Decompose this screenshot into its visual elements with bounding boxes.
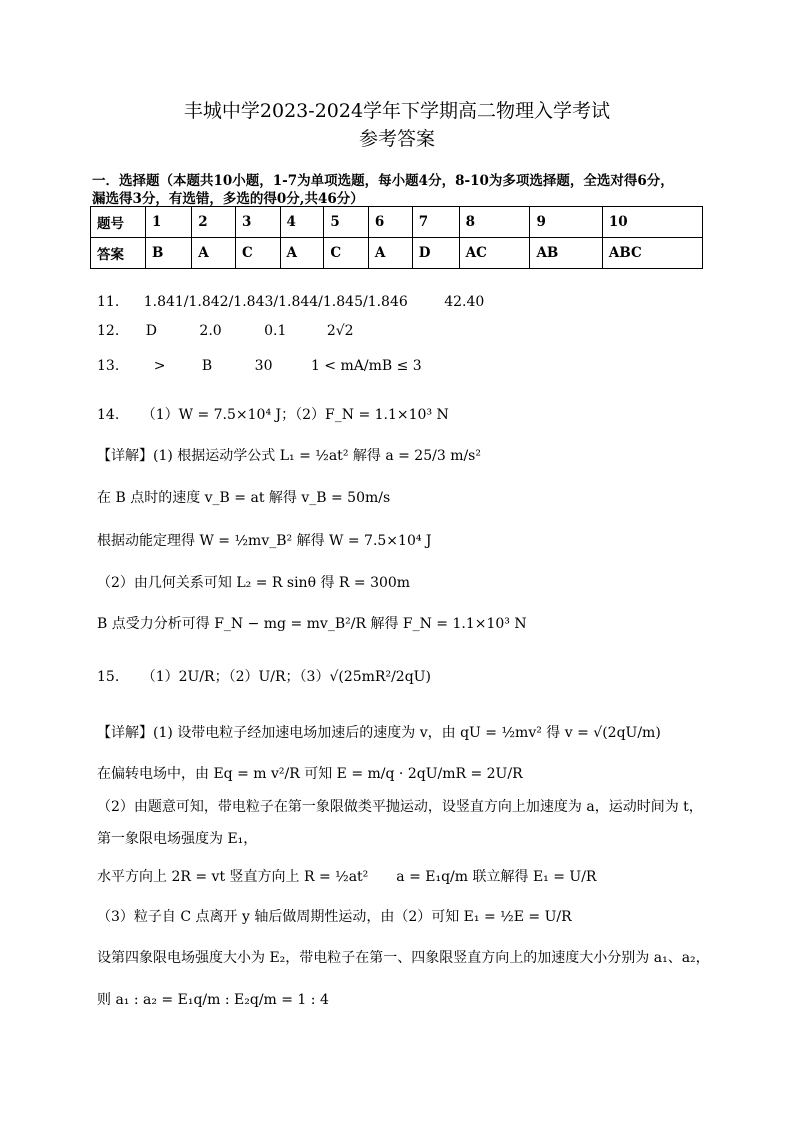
- page-title: 丰城中学2023-2024学年下学期高二物理入学考试: [183, 100, 611, 122]
- q12-answer-2: 2.0: [199, 323, 222, 339]
- q12-answer-4: 2√2: [326, 323, 354, 339]
- table-cell: 1: [146, 207, 192, 238]
- page-subtitle: 参考答案: [358, 128, 435, 150]
- q11-line: [97, 294, 484, 310]
- q15-line: [97, 666, 431, 686]
- q13-answer-3: 30: [254, 358, 273, 374]
- table-header-cell: 题号: [91, 207, 146, 238]
- table-header-cell: 答案: [91, 238, 146, 269]
- q14-detail-3: 根据动能定理得 W = ½mv_B² 解得 W = 7.5×10⁴ J: [97, 533, 432, 549]
- table-cell: 2: [192, 207, 236, 238]
- q14-detail-2: 在 B 点时的速度 v_B = at 解得 v_B = 50m/s: [97, 490, 391, 506]
- q15-answer: （1）2U/R；（2）U/R；（3）√(25mR²/2qU): [141, 669, 431, 685]
- q12-answer-1: D: [145, 323, 157, 339]
- q15-detail-1: 【详解】(1) 设带电粒子经加速电场加速后的速度为 v，由 qU = ½mv² 得 v = √(2qU/m): [97, 725, 661, 741]
- q13-line: [97, 358, 422, 374]
- q15-detail-5: 水平方向上 2R = vt 竖直方向上 R = ½at² a = E₁q/m 联立解得 E₁ = U/R: [97, 869, 597, 885]
- q14-detail-5: B 点受力分析可得 F_N − mg = mv_B²/R 解得 F_N = 1.1×10³ N: [97, 616, 527, 632]
- table-cell: C: [236, 238, 281, 269]
- q12-line: [97, 323, 354, 339]
- q12-answer-3: 0.1: [264, 323, 287, 339]
- table-cell: AC: [459, 238, 530, 269]
- answer-table: [90, 206, 703, 269]
- table-cell: 10: [602, 207, 702, 238]
- q13-number: 13.: [97, 358, 120, 374]
- q14-line: [97, 404, 449, 424]
- table-row-answers: [91, 238, 703, 269]
- table-row-numbers: [91, 207, 703, 238]
- q15-detail-2: 在偏转电场中，由 Eq = m v²/R 可知 E = m/q · 2qU/mR = 2U/R: [97, 766, 523, 782]
- q15-detail-4: 第一象限电场强度为 E₁，: [97, 831, 258, 847]
- table-cell: D: [412, 238, 459, 269]
- table-cell: A: [368, 238, 412, 269]
- q15-detail-6: （3）粒子自 C 点离开 y 轴后做周期性运动，由（2）可知 E₁ = ½E = U/R: [97, 909, 572, 925]
- table-cell: 4: [280, 207, 324, 238]
- q15-detail-3: （2）由题意可知，带电粒子在第一象限做类平抛运动，设竖直方向上加速度为 a，运动时间为 t，: [97, 799, 703, 815]
- table-cell: ABC: [602, 238, 702, 269]
- q14-number: 14.: [97, 407, 120, 423]
- table-cell: 5: [324, 207, 369, 238]
- table-cell: 9: [530, 207, 602, 238]
- table-cell: 7: [412, 207, 459, 238]
- q13-answer-4: 1 < mA/mB ≤ 3: [310, 358, 422, 374]
- q14-answer: （1）W = 7.5×10⁴ J；（2）F_N = 1.1×10³ N: [141, 407, 449, 423]
- section-heading-line1: 一．选择题（本题共10小题，1-7为单项选题，每小题4分，8-10为多项选择题，全选对得6分，: [92, 173, 674, 189]
- table-cell: 8: [459, 207, 530, 238]
- table-cell: A: [280, 238, 324, 269]
- q11-answer-1: 1.841/1.842/1.843/1.844/1.845/1.846: [143, 294, 408, 310]
- q15-detail-7: 设第四象限电场强度大小为 E₂，带电粒子在第一、四象限竖直方向上的加速度大小分别为 a₁、a₂，: [97, 950, 710, 966]
- table-cell: B: [146, 238, 192, 269]
- q11-answer-2: 42.40: [444, 294, 485, 310]
- q15-number: 15.: [97, 669, 120, 685]
- table-cell: 3: [236, 207, 281, 238]
- q14-detail-4: （2）由几何关系可知 L₂ = R sinθ 得 R = 300m: [97, 575, 411, 591]
- q13-answer-2: B: [201, 358, 213, 374]
- section-heading-line2: 漏选得3分，有选错，多选的得0分,共46分）: [92, 191, 364, 207]
- q13-answer-1: >: [153, 358, 166, 374]
- table-cell: 6: [368, 207, 412, 238]
- q14-detail-1: 【详解】(1) 根据运动学公式 L₁ = ½at² 解得 a = 25/3 m/s²: [97, 448, 481, 464]
- q11-number: 11.: [97, 294, 120, 310]
- q12-number: 12.: [97, 323, 120, 339]
- table-cell: AB: [530, 238, 602, 269]
- table-cell: A: [192, 238, 236, 269]
- table-cell: C: [324, 238, 369, 269]
- q15-detail-8: 则 a₁ : a₂ = E₁q/m : E₂q/m = 1 : 4: [97, 992, 329, 1008]
